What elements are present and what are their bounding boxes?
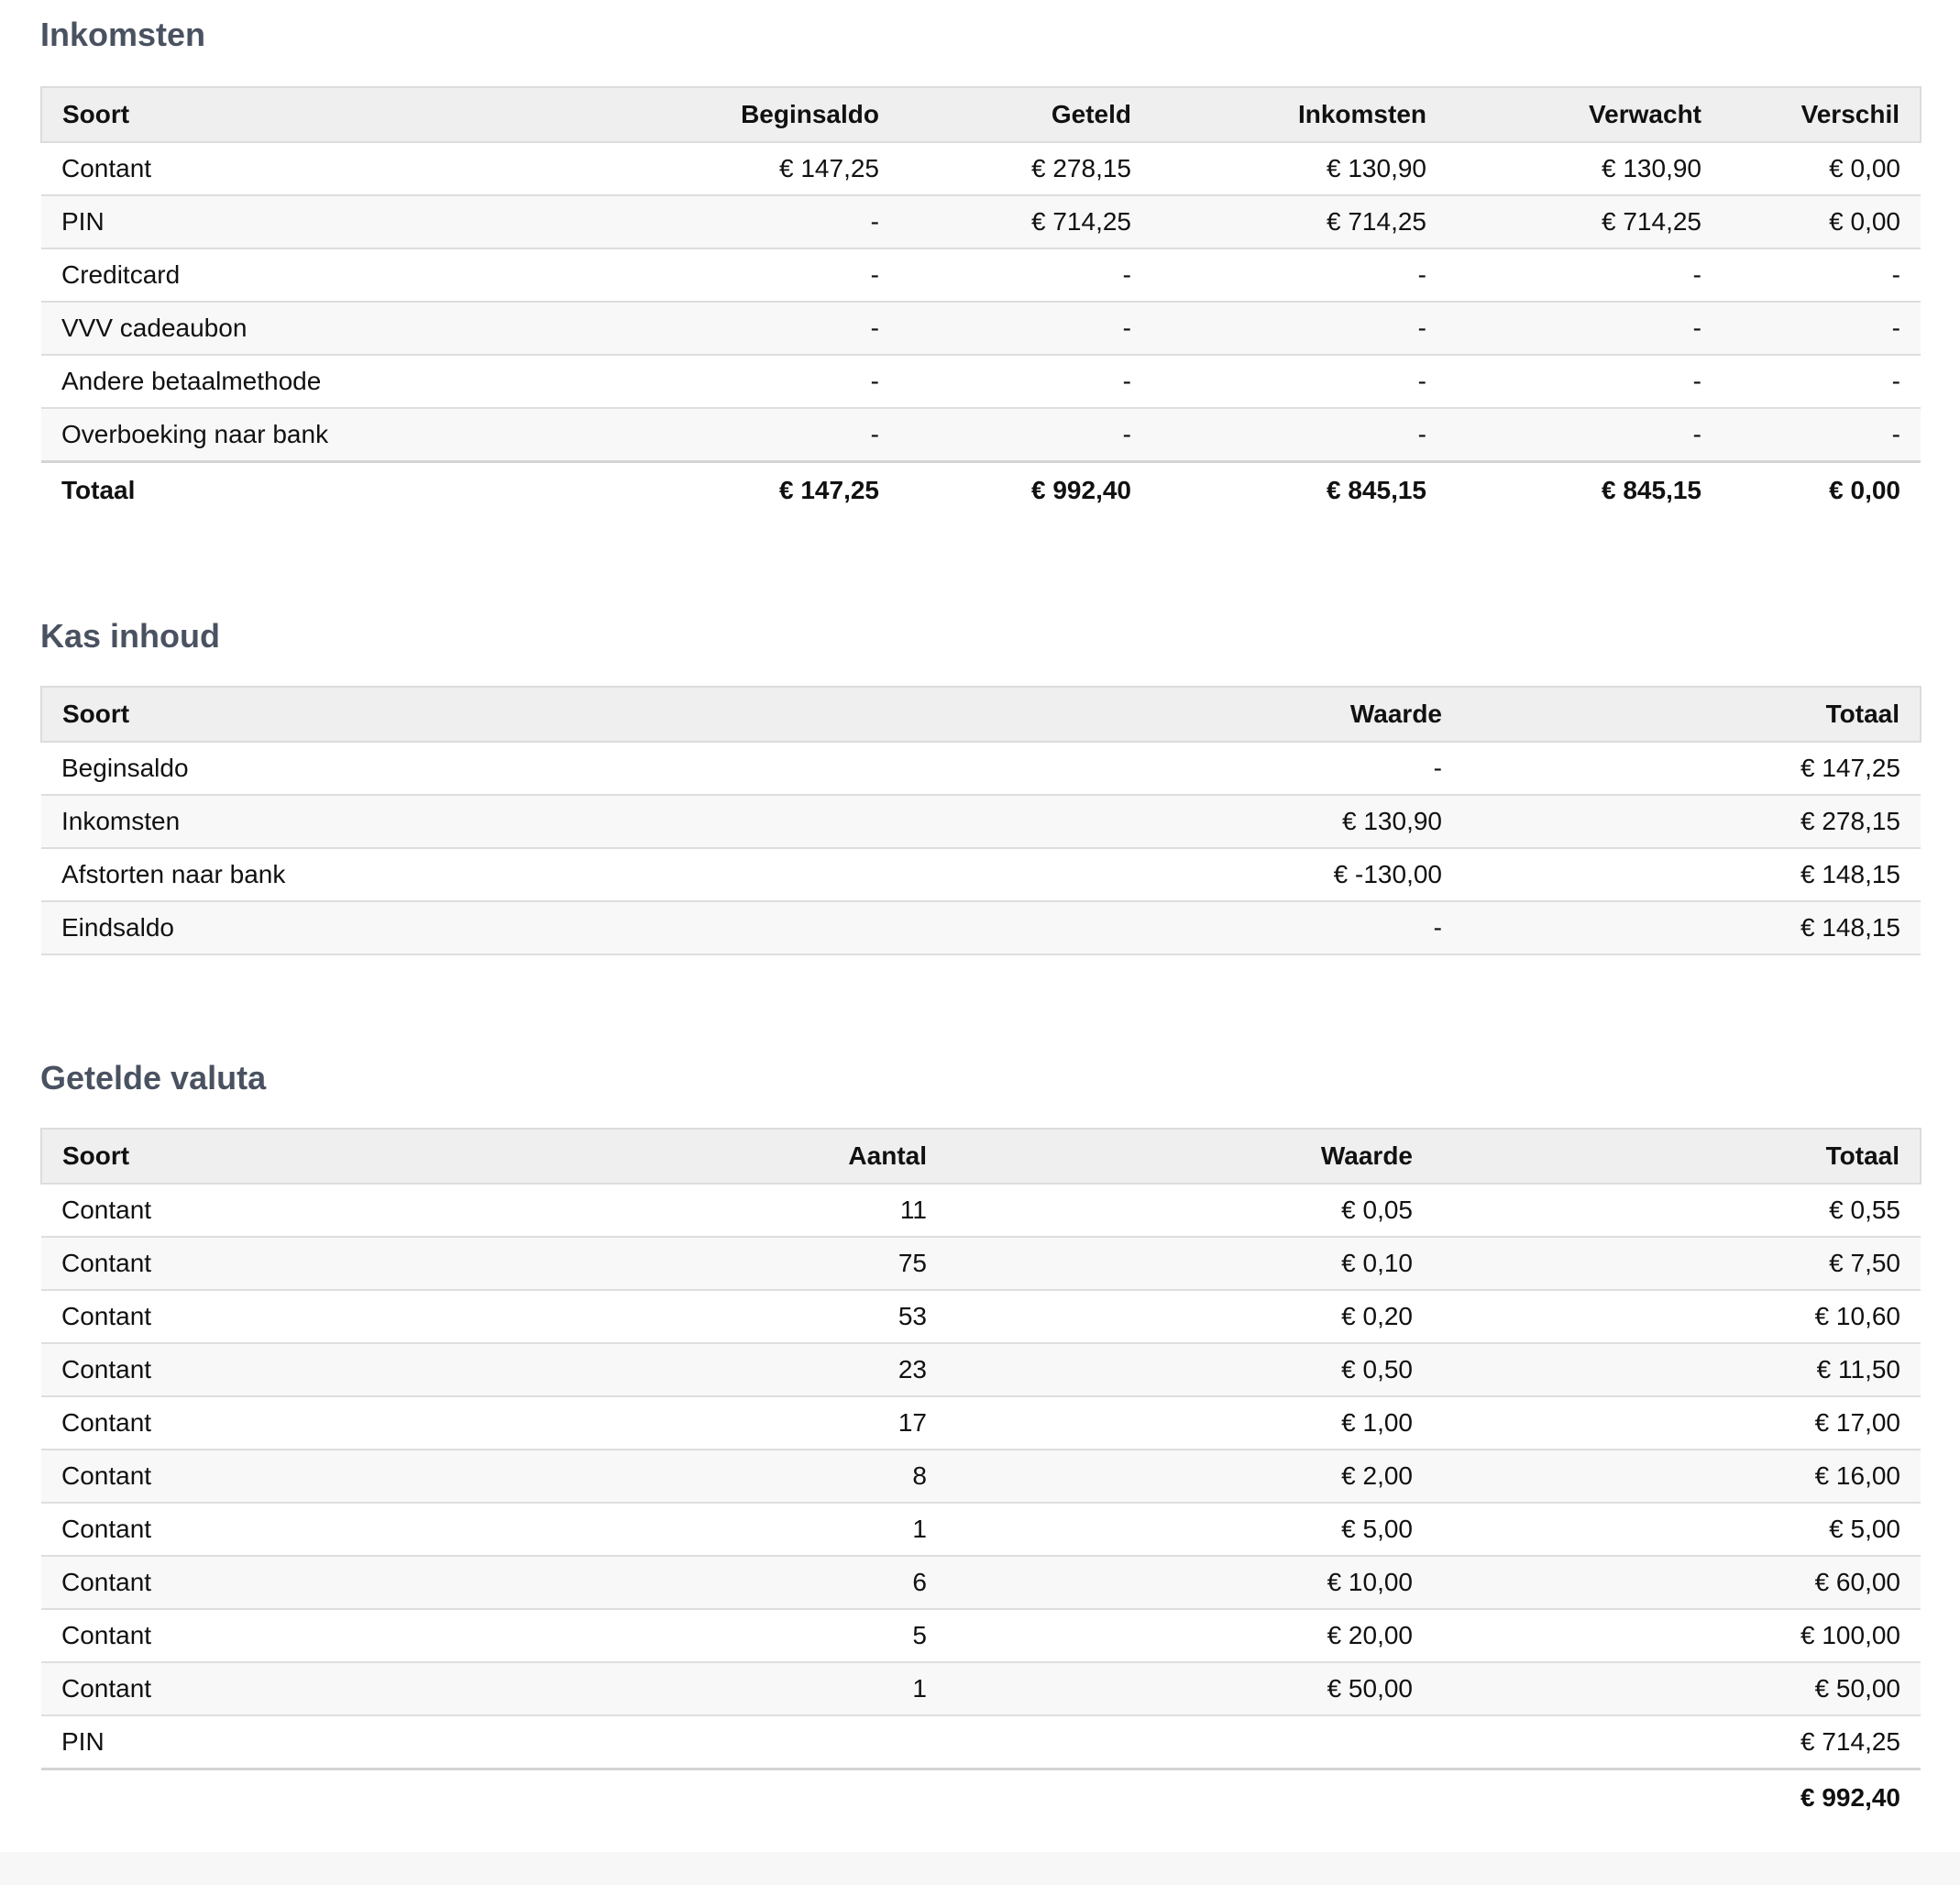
table-cell: € 10,00 — [947, 1556, 1433, 1609]
table-cell: Contant — [41, 1503, 472, 1556]
kas-inhoud-title: Kas inhoud — [40, 617, 220, 655]
table-cell: Beginsaldo — [41, 742, 875, 795]
table-cell: € 11,50 — [1433, 1343, 1921, 1396]
table-cell: - — [1722, 355, 1921, 408]
table-cell: 1 — [472, 1662, 947, 1715]
table-cell: Contant — [41, 1609, 472, 1662]
table-cell: € -130,00 — [875, 848, 1462, 901]
total-cell: € 0,00 — [1722, 462, 1921, 519]
table-cell: - — [582, 355, 899, 408]
table-cell: - — [582, 195, 899, 248]
table-cell: € 2,00 — [947, 1450, 1433, 1503]
table-cell: Contant — [41, 142, 582, 195]
table-cell: € 0,55 — [1433, 1184, 1921, 1237]
table-row — [41, 1556, 1921, 1609]
table-row — [41, 1662, 1921, 1715]
table-cell: € 20,00 — [947, 1609, 1433, 1662]
table-header-row — [41, 87, 1921, 142]
total-cell — [41, 1769, 472, 1826]
table-cell: Afstorten naar bank — [41, 848, 875, 901]
table-cell: € 5,00 — [1433, 1503, 1921, 1556]
total-cell — [947, 1769, 1433, 1826]
table-row — [41, 1450, 1921, 1503]
table-row — [41, 848, 1921, 901]
table-cell: Creditcard — [41, 248, 582, 302]
table-cell: € 148,15 — [1462, 901, 1921, 954]
column-header: Soort — [41, 87, 582, 142]
table-cell: Contant — [41, 1343, 472, 1396]
table-cell: - — [875, 742, 1462, 795]
table-cell: € 50,00 — [1433, 1662, 1921, 1715]
table-cell: € 278,15 — [899, 142, 1151, 195]
table-cell: € 130,90 — [875, 795, 1462, 848]
table-cell: - — [1447, 248, 1722, 302]
table-row — [41, 1609, 1921, 1662]
table-cell: € 7,50 — [1433, 1237, 1921, 1290]
table-cell: € 148,15 — [1462, 848, 1921, 901]
table-cell: 6 — [472, 1556, 947, 1609]
total-cell — [472, 1769, 947, 1826]
table-row — [41, 795, 1921, 848]
table-cell: - — [1722, 302, 1921, 355]
table-cell: € 17,00 — [1433, 1396, 1921, 1450]
column-header: Waarde — [875, 687, 1462, 742]
table-cell: - — [582, 408, 899, 462]
table-cell: 75 — [472, 1237, 947, 1290]
table-cell: Contant — [41, 1556, 472, 1609]
table-cell: - — [1151, 302, 1447, 355]
table-row — [41, 1396, 1921, 1450]
table-cell: € 0,50 — [947, 1343, 1433, 1396]
table-cell: 5 — [472, 1609, 947, 1662]
inkomsten-table — [40, 86, 1921, 518]
kas-inhoud-section — [40, 601, 1920, 955]
column-header: Verschil — [1722, 87, 1921, 142]
table-cell: - — [582, 248, 899, 302]
table-cell: 8 — [472, 1450, 947, 1503]
column-header: Totaal — [1462, 687, 1921, 742]
table-cell: PIN — [41, 1715, 472, 1769]
table-cell: 23 — [472, 1343, 947, 1396]
table-cell: € 5,00 — [947, 1503, 1433, 1556]
table-cell: - — [1447, 355, 1722, 408]
table-cell: - — [899, 302, 1151, 355]
table-header-row — [41, 687, 1921, 742]
page-bottom-strip — [0, 1852, 1960, 1885]
table-cell: € 0,10 — [947, 1237, 1433, 1290]
table-cell: € 0,05 — [947, 1184, 1433, 1237]
table-cell: - — [1447, 408, 1722, 462]
inkomsten-title: Inkomsten — [40, 16, 206, 53]
table-row — [41, 1290, 1921, 1343]
table-cell: € 714,25 — [1151, 195, 1447, 248]
table-cell: € 60,00 — [1433, 1556, 1921, 1609]
table-cell: Eindsaldo — [41, 901, 875, 954]
table-cell: - — [899, 248, 1151, 302]
table-cell: PIN — [41, 195, 582, 248]
table-header-row — [41, 1129, 1921, 1184]
table-cell: 17 — [472, 1396, 947, 1450]
column-header: Soort — [41, 687, 875, 742]
table-cell — [472, 1715, 947, 1769]
table-row — [41, 1343, 1921, 1396]
table-cell: € 278,15 — [1462, 795, 1921, 848]
total-cell: € 992,40 — [1433, 1769, 1921, 1826]
table-row — [41, 742, 1921, 795]
table-cell: - — [1722, 408, 1921, 462]
table-cell: € 147,25 — [582, 142, 899, 195]
table-cell: € 0,20 — [947, 1290, 1433, 1343]
table-cell: € 16,00 — [1433, 1450, 1921, 1503]
table-cell: - — [875, 901, 1462, 954]
table-cell: Contant — [41, 1184, 472, 1237]
table-cell — [947, 1715, 1433, 1769]
table-cell: € 130,90 — [1151, 142, 1447, 195]
table-row — [41, 901, 1921, 954]
table-cell: Inkomsten — [41, 795, 875, 848]
totals-row — [41, 462, 1921, 519]
table-cell: € 714,25 — [899, 195, 1151, 248]
table-cell: € 0,00 — [1722, 142, 1921, 195]
table-cell: Overboeking naar bank — [41, 408, 582, 462]
table-cell: € 0,00 — [1722, 195, 1921, 248]
total-cell: € 992,40 — [899, 462, 1151, 519]
column-header: Aantal — [472, 1129, 947, 1184]
table-cell: € 10,60 — [1433, 1290, 1921, 1343]
table-row — [41, 248, 1921, 302]
total-cell: € 845,15 — [1151, 462, 1447, 519]
table-row — [41, 355, 1921, 408]
column-header: Verwacht — [1447, 87, 1722, 142]
table-cell: € 714,25 — [1433, 1715, 1921, 1769]
table-cell: Contant — [41, 1396, 472, 1450]
kas-inhoud-table — [40, 686, 1921, 955]
table-cell: Contant — [41, 1237, 472, 1290]
table-cell: VVV cadeaubon — [41, 302, 582, 355]
total-cell: € 845,15 — [1447, 462, 1722, 519]
table-cell: Contant — [41, 1290, 472, 1343]
table-row — [41, 1715, 1921, 1769]
column-header: Waarde — [947, 1129, 1433, 1184]
table-cell: € 147,25 — [1462, 742, 1921, 795]
column-header: Totaal — [1433, 1129, 1921, 1184]
table-cell: Contant — [41, 1662, 472, 1715]
table-row — [41, 1237, 1921, 1290]
table-cell: € 1,00 — [947, 1396, 1433, 1450]
table-cell: 11 — [472, 1184, 947, 1237]
getelde-valuta-section — [40, 1043, 1920, 1825]
totals-row — [41, 1769, 1921, 1826]
table-cell: - — [1447, 302, 1722, 355]
table-cell: - — [899, 355, 1151, 408]
inkomsten-section — [40, 0, 1920, 518]
table-cell: - — [582, 302, 899, 355]
table-cell: Contant — [41, 1450, 472, 1503]
getelde-valuta-table — [40, 1128, 1921, 1825]
table-cell: - — [1151, 355, 1447, 408]
table-cell: Andere betaalmethode — [41, 355, 582, 408]
table-cell: - — [1722, 248, 1921, 302]
getelde-valuta-title: Getelde valuta — [40, 1059, 267, 1097]
table-row — [41, 1503, 1921, 1556]
table-row — [41, 1184, 1921, 1237]
table-cell: € 50,00 — [947, 1662, 1433, 1715]
table-row — [41, 408, 1921, 462]
table-row — [41, 195, 1921, 248]
table-cell: € 130,90 — [1447, 142, 1722, 195]
column-header: Inkomsten — [1151, 87, 1447, 142]
table-cell: € 714,25 — [1447, 195, 1722, 248]
table-row — [41, 302, 1921, 355]
column-header: Beginsaldo — [582, 87, 899, 142]
table-cell: 1 — [472, 1503, 947, 1556]
total-cell: € 147,25 — [582, 462, 899, 519]
table-cell: - — [1151, 408, 1447, 462]
total-cell: Totaal — [41, 462, 582, 519]
column-header: Geteld — [899, 87, 1151, 142]
table-cell: € 100,00 — [1433, 1609, 1921, 1662]
table-row — [41, 142, 1921, 195]
table-cell: 53 — [472, 1290, 947, 1343]
table-cell: - — [899, 408, 1151, 462]
table-cell: - — [1151, 248, 1447, 302]
column-header: Soort — [41, 1129, 472, 1184]
